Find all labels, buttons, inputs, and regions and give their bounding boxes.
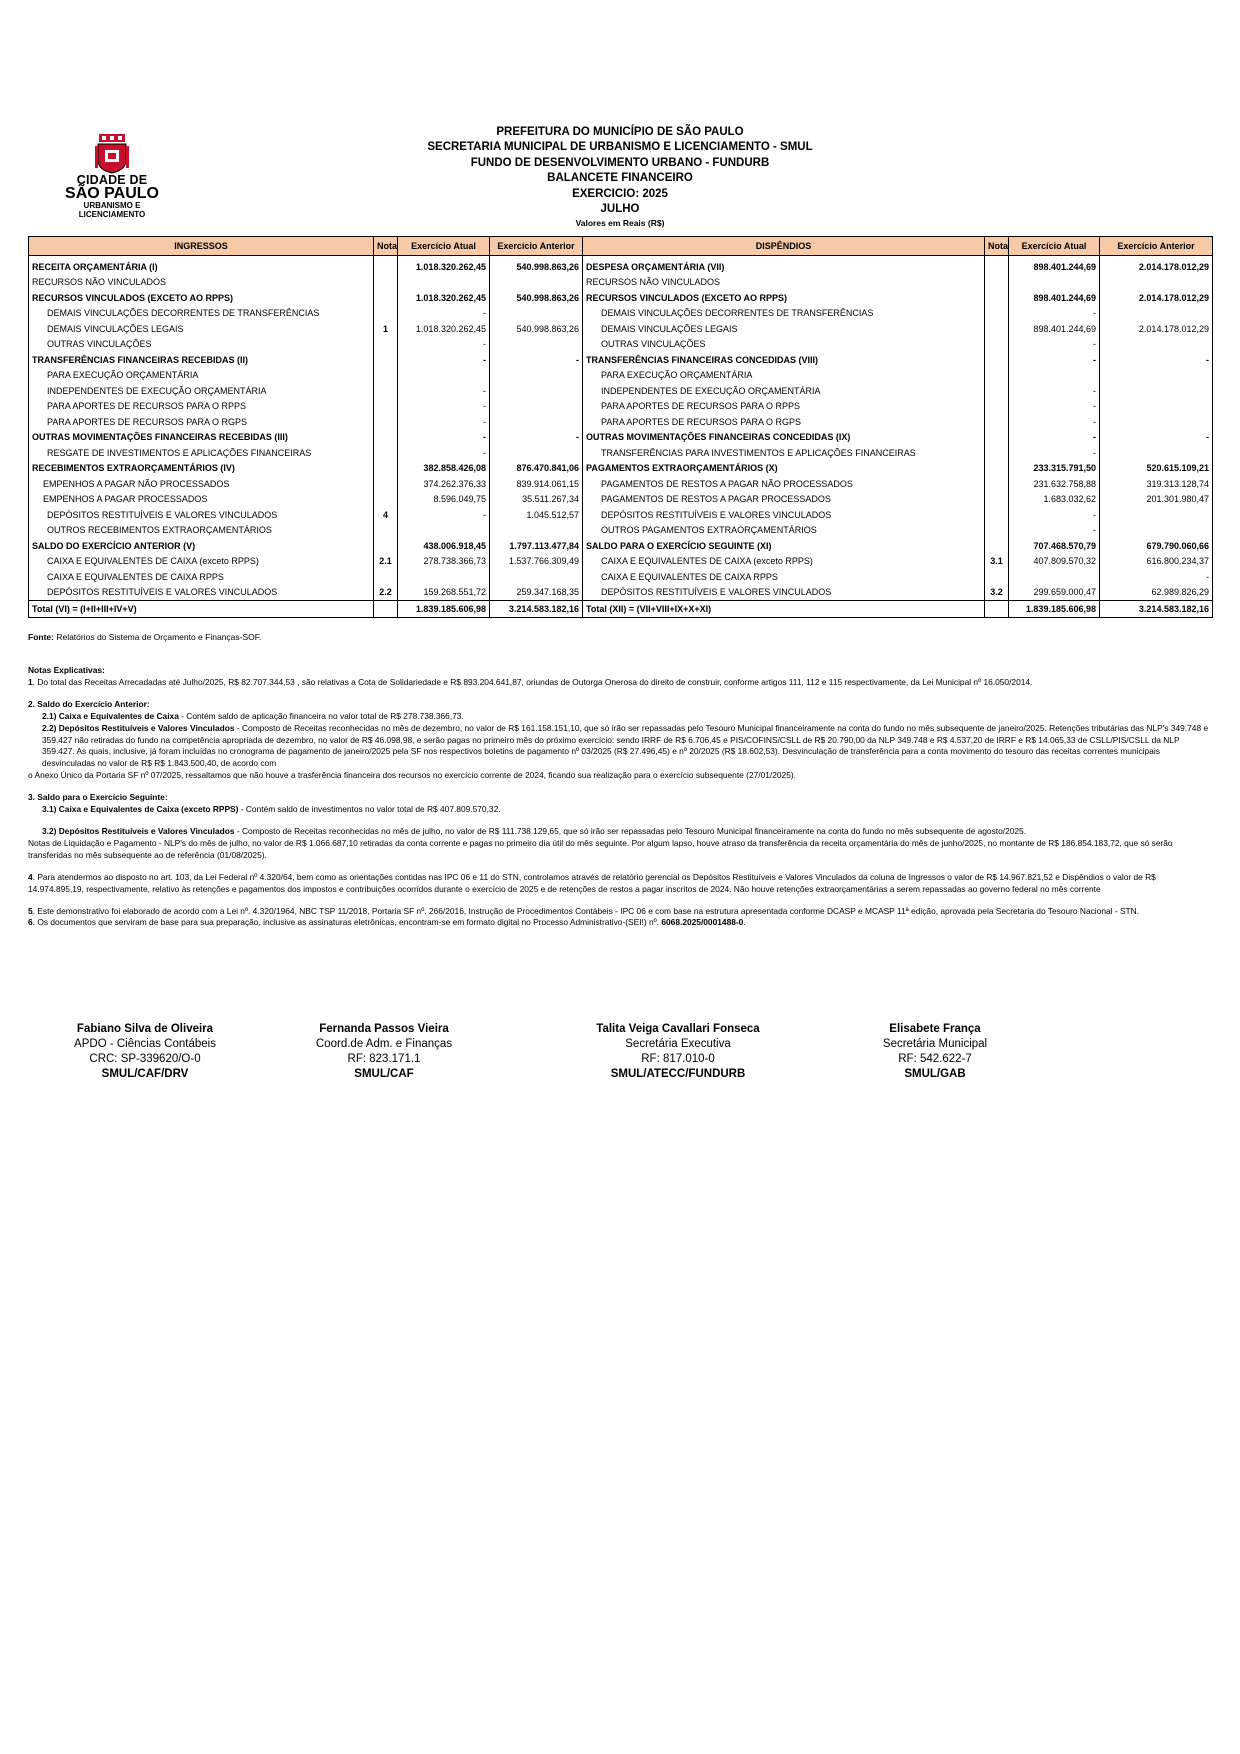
dispendio-atual	[1009, 368, 1100, 384]
ingresso-atual: -	[398, 430, 490, 446]
note-2-title: 2. Saldo do Exercício Anterior:	[28, 698, 150, 709]
note-6: 6. Os documentos que serviram de base para sua preparação, inclusive as assinaturas eletrônicas, encontram-se em formato digital no Processo Administrativo-(SEI!) nº. 6068.2025/0001488-0.	[28, 917, 746, 928]
signer-department: SMUL/CAF	[354, 1068, 414, 1080]
dispendio-atual: 898.401.244,69	[1009, 256, 1100, 275]
dispendio-atual: 1.683.032,62	[1009, 492, 1100, 508]
ingresso-anterior	[490, 383, 583, 399]
ingresso-atual: -	[398, 352, 490, 368]
dispendio-atual: 299.659.000,47	[1009, 585, 1100, 601]
ingresso-nota	[374, 306, 398, 322]
col-header-anterior: Exercício Anterior	[1100, 237, 1213, 256]
table-row	[29, 430, 1213, 446]
ingresso-nota	[374, 256, 398, 275]
ingresso-nota	[374, 523, 398, 539]
ingresso-nota	[374, 461, 398, 477]
table-row	[29, 368, 1213, 384]
dispendio-atual: 231.632.758,88	[1009, 476, 1100, 492]
dispendio-label: PAGAMENTOS DE RESTOS A PAGAR NÃO PROCESSADOS	[583, 476, 985, 492]
ingresso-label: INDEPENDENTES DE EXECUÇÃO ORÇAMENTÁRIA	[29, 383, 374, 399]
dispendio-label: DEPÓSITOS RESTITUÍVEIS E VALORES VINCULADOS	[583, 507, 985, 523]
ingresso-nota	[374, 337, 398, 353]
ingresso-anterior	[490, 445, 583, 461]
ingresso-anterior: 540.998.863,26	[490, 321, 583, 337]
ingresso-label: OUTROS RECEBIMENTOS EXTRAORÇAMENTÁRIOS	[29, 523, 374, 539]
ingresso-anterior	[490, 523, 583, 539]
signer-role: Coord.de Adm. e Finanças	[315, 1038, 453, 1050]
dispendio-anterior	[1100, 275, 1213, 291]
dispendio-atual: -	[1009, 445, 1100, 461]
dispendio-label: PAGAMENTOS DE RESTOS A PAGAR PROCESSADOS	[583, 492, 985, 508]
dispendio-label: DEMAIS VINCULAÇÕES LEGAIS	[583, 321, 985, 337]
dispendio-nota	[985, 601, 1009, 618]
ingresso-label: TRANSFERÊNCIAS FINANCEIRAS RECEBIDAS (II)	[29, 352, 374, 368]
ingresso-nota: 2.2	[374, 585, 398, 601]
dispendio-atual: -	[1009, 430, 1100, 446]
dispendio-nota	[985, 256, 1009, 275]
table-row	[29, 290, 1213, 306]
note-4: 4. Para atendermos ao disposto no art. 103, da Lei Federal nº 4.320/64, bem como as orientações contidas nas IPC 06 e 11 do STN, controlamos através de relatório gerencial os Depósitos Restituíveis e Valores Vinculados da coluna de Ingressos o valor de R$ 14.967.821,52 e Dispêndios o valor de R$ 14.974.895,19, respectivamente, relativo às retenções e pagamentos dos impostos e contribuições ocorridos durante o exercício de 2025 e de retenções de restos a pagar inscritos de 2024. Não houve retenções extraorçamentárias a serem repassadas ao governo federal no mês corrente	[28, 871, 1156, 894]
dispendio-label: CAIXA E EQUIVALENTES DE CAIXA RPPS	[583, 569, 985, 585]
signer-registration: RF: 542.622-7	[898, 1053, 972, 1065]
ingresso-label: RESGATE DE INVESTIMENTOS E APLICAÇÕES FINANCEIRAS	[29, 445, 374, 461]
ingresso-nota	[374, 414, 398, 430]
ingresso-atual: 374.262.376,33	[398, 476, 490, 492]
table-row	[29, 399, 1213, 415]
dispendio-atual: -	[1009, 306, 1100, 322]
note-1: 1. Do total das Receitas Arrecadadas até Julho/2025, R$ 82.707.344,53 , são relativas a Cota de Solidariedade e R$ 893.204.641,87, oriundas de Outorga Onerosa do direito de construir, conforme artigos 111, 112 e 115 respectivamente, da Lei Municipal nº 16.050/2014.	[28, 676, 1033, 687]
dispendio-nota	[985, 290, 1009, 306]
ingresso-atual: 438.006.918,45	[398, 538, 490, 554]
ingresso-anterior: 540.998.863,26	[490, 256, 583, 275]
dispendio-anterior: 3.214.583.182,16	[1100, 601, 1213, 618]
ingresso-atual: -	[398, 306, 490, 322]
ingresso-atual: 1.839.185.606,98	[398, 601, 490, 618]
ingresso-nota: 4	[374, 507, 398, 523]
signer-name: Fabiano Silva de Oliveira	[76, 1023, 214, 1035]
ingresso-nota	[374, 352, 398, 368]
col-header-ingressos: INGRESSOS	[29, 237, 374, 256]
ingresso-atual: -	[398, 414, 490, 430]
ingresso-label: OUTRAS VINCULAÇÕES	[29, 337, 374, 353]
dispendio-nota	[985, 507, 1009, 523]
ingresso-label: RECEITA ORÇAMENTÁRIA (I)	[29, 256, 374, 275]
ingresso-nota	[374, 476, 398, 492]
dispendio-label: RECURSOS VINCULADOS (EXCETO AO RPPS)	[583, 290, 985, 306]
ingresso-label: RECURSOS VINCULADOS (EXCETO AO RPPS)	[29, 290, 374, 306]
dispendio-anterior	[1100, 414, 1213, 430]
ingresso-anterior	[490, 569, 583, 585]
dispendio-anterior: 201.301.980,47	[1100, 492, 1213, 508]
note-3-2: 3.2) Depósitos Restituíveis e Valores Vinculados - Composto de Receitas reconhecidas no mês de julho, no valor de R$ 111.738.129,65, que só irão ser repassadas pelo Tesouro Municipal financeiramente na conta do fundo no mês subsequente de agosto/2025.	[42, 825, 1027, 836]
dispendio-nota	[985, 445, 1009, 461]
dispendio-label: Total (XII) = (VII+VIII+IX+X+XI)	[583, 601, 985, 618]
ingresso-anterior: -	[490, 352, 583, 368]
ingresso-atual: -	[398, 399, 490, 415]
signer-name: Elisabete França	[889, 1023, 981, 1035]
col-header-nota: Nota	[985, 237, 1009, 256]
ingresso-nota	[374, 538, 398, 554]
dispendio-anterior: -	[1100, 569, 1213, 585]
ingresso-nota	[374, 275, 398, 291]
table-row	[29, 383, 1213, 399]
ingresso-anterior: 1.797.113.477,84	[490, 538, 583, 554]
ingresso-anterior: 1.537.766.309,49	[490, 554, 583, 570]
col-header-nota: Nota	[374, 237, 398, 256]
dispendio-anterior	[1100, 306, 1213, 322]
logo-text-4: LICENCIAMENTO	[78, 210, 146, 219]
table-row	[29, 538, 1213, 554]
source-label: Fonte:	[28, 632, 54, 642]
header-line-3: FUNDO DE DESENVOLVIMENTO URBANO - FUNDURB	[470, 156, 770, 169]
dispendio-nota	[985, 321, 1009, 337]
header-line-2: SECRETARIA MUNICIPAL DE URBANISMO E LICENCIAMENTO - SMUL	[427, 141, 813, 154]
ingresso-atual: 382.858.426,08	[398, 461, 490, 477]
header-line-1: PREFEITURA DO MUNICÍPIO DE SÃO PAULO	[496, 126, 744, 138]
table-row	[29, 337, 1213, 353]
ingresso-anterior	[490, 368, 583, 384]
note-3-2-cont: Notas de Liquidação e Pagamento - NLP's do mês de julho, no valor de R$ 1.066.687,10 retiradas da conta corrente e pagas no primeiro dia útil do mês seguinte. Por algum lapso, houve atraso da transferência da receita orçamentária do mês de junho/2025, no montante de R$ 186.854.183,72, que só serão transferidas no mês subsequente ao de referência (01/08/2025).	[28, 837, 1173, 860]
dispendio-nota	[985, 476, 1009, 492]
signer-department: SMUL/CAF/DRV	[101, 1068, 189, 1080]
ingresso-label: Total (VI) = (I+II+III+IV+V)	[29, 601, 374, 618]
table-row	[29, 445, 1213, 461]
dispendio-anterior	[1100, 399, 1213, 415]
table-row	[29, 585, 1213, 601]
dispendio-label: PARA EXECUÇÃO ORÇAMENTÁRIA	[583, 368, 985, 384]
signer-role: Secretária Municipal	[882, 1038, 988, 1050]
ingresso-anterior: 876.470.841,06	[490, 461, 583, 477]
note-5: 5. Este demonstrativo foi elaborado de acordo com a Lei nº. 4.320/1964, NBC TSP 11/2018, Portaria SF nº. 266/2016, Instrução de Procedimentos Contábeis - IPC 06 e com base na estrutura apresentada conforme DCASP e MCASP 11ª edição, aprovada pela Secretaria do Tesouro Nacional - STN.	[28, 905, 1140, 916]
ingresso-anterior	[490, 337, 583, 353]
dispendio-atual	[1009, 569, 1100, 585]
signer-department: SMUL/GAB	[904, 1068, 966, 1080]
dispendio-label: OUTRAS VINCULAÇÕES	[583, 337, 985, 353]
dispendio-anterior	[1100, 445, 1213, 461]
ingresso-atual: 1.018.320.262,45	[398, 290, 490, 306]
dispendio-label: INDEPENDENTES DE EXECUÇÃO ORÇAMENTÁRIA	[583, 383, 985, 399]
ingresso-label: PARA EXECUÇÃO ORÇAMENTÁRIA	[29, 368, 374, 384]
dispendio-label: RECURSOS NÃO VINCULADOS	[583, 275, 985, 291]
dispendio-nota	[985, 569, 1009, 585]
dispendio-label: PARA APORTES DE RECURSOS PARA O RGPS	[583, 414, 985, 430]
ingresso-nota	[374, 383, 398, 399]
table-row	[29, 321, 1213, 337]
logo-text-2: SÃO PAULO	[65, 185, 159, 202]
ingresso-anterior	[490, 306, 583, 322]
ingresso-anterior	[490, 399, 583, 415]
dispendio-atual: 898.401.244,69	[1009, 290, 1100, 306]
dispendio-atual: -	[1009, 507, 1100, 523]
dispendio-atual: -	[1009, 337, 1100, 353]
logo-text-3: URBANISMO E	[83, 201, 141, 210]
dispendio-atual: -	[1009, 352, 1100, 368]
table-row	[29, 275, 1213, 291]
dispendio-label: TRANSFERÊNCIAS PARA INVESTIMENTOS E APLICAÇÕES FINANCEIRAS	[583, 445, 985, 461]
dispendio-nota	[985, 306, 1009, 322]
col-header-atual: Exercício Atual	[398, 237, 490, 256]
ingresso-label: OUTRAS MOVIMENTAÇÕES FINANCEIRAS RECEBIDAS (III)	[29, 430, 374, 446]
ingresso-label: DEMAIS VINCULAÇÕES DECORRENTES DE TRANSFERÊNCIAS	[29, 306, 374, 322]
ingresso-nota: 2.1	[374, 554, 398, 570]
dispendio-atual	[1009, 275, 1100, 291]
col-header-anterior: Exercício Anterior	[490, 237, 583, 256]
ingresso-nota: 1	[374, 321, 398, 337]
ingresso-nota	[374, 430, 398, 446]
table-total-row	[29, 601, 1213, 618]
dispendio-atual: -	[1009, 414, 1100, 430]
dispendio-atual: 1.839.185.606,98	[1009, 601, 1100, 618]
document-header	[300, 125, 940, 229]
ingresso-label: EMPENHOS A PAGAR NÃO PROCESSADOS	[29, 476, 374, 492]
ingresso-atual: 1.018.320.262,45	[398, 256, 490, 275]
dispendio-anterior: -	[1100, 430, 1213, 446]
table-row	[29, 569, 1213, 585]
ingresso-label: CAIXA E EQUIVALENTES DE CAIXA RPPS	[29, 569, 374, 585]
dispendio-anterior: 2.014.178.012,29	[1100, 256, 1213, 275]
ingresso-label: PARA APORTES DE RECURSOS PARA O RPPS	[29, 399, 374, 415]
dispendio-label: PARA APORTES DE RECURSOS PARA O RPPS	[583, 399, 985, 415]
signer-department: SMUL/ATECC/FUNDURB	[610, 1068, 746, 1080]
dispendio-anterior: -	[1100, 352, 1213, 368]
table-row	[29, 507, 1213, 523]
explanatory-notes	[28, 665, 1212, 929]
dispendio-label: DEMAIS VINCULAÇÕES DECORRENTES DE TRANSFERÊNCIAS	[583, 306, 985, 322]
note-3-title: 3. Saldo para o Exercício Seguinte:	[28, 792, 168, 803]
signer-role: Secretária Executiva	[625, 1038, 731, 1050]
dispendio-atual: -	[1009, 383, 1100, 399]
table-row	[29, 352, 1213, 368]
dispendio-nota	[985, 538, 1009, 554]
dispendio-anterior: 62.989.826,29	[1100, 585, 1213, 601]
dispendio-nota	[985, 352, 1009, 368]
dispendio-label: SALDO PARA O EXERCÍCIO SEGUINTE (XI)	[583, 538, 985, 554]
header-line-5: EXERCICIO: 2025	[572, 187, 668, 200]
table-header-row	[29, 237, 1213, 256]
signer-registration: RF: 817.010-0	[641, 1053, 715, 1065]
notes-title: Notas Explicativas:	[28, 665, 105, 675]
dispendio-label: DESPESA ORÇAMENTÁRIA (VII)	[583, 256, 985, 275]
col-header-dispendios: DISPÊNDIOS	[583, 237, 985, 256]
dispendio-anterior	[1100, 337, 1213, 353]
signature-block-1	[25, 1022, 265, 1082]
ingresso-label: RECEBIMENTOS EXTRAORÇAMENTÁRIOS (IV)	[29, 461, 374, 477]
signer-name: Fernanda Passos Vieira	[319, 1023, 449, 1035]
signature-block-3	[558, 1022, 798, 1082]
dispendio-atual: 233.315.791,50	[1009, 461, 1100, 477]
dispendio-nota	[985, 461, 1009, 477]
ingresso-label: EMPENHOS A PAGAR PROCESSADOS	[29, 492, 374, 508]
dispendio-nota	[985, 523, 1009, 539]
dispendio-anterior	[1100, 523, 1213, 539]
dispendio-anterior	[1100, 383, 1213, 399]
ingresso-anterior	[490, 414, 583, 430]
dispendio-anterior: 319.313.128,74	[1100, 476, 1213, 492]
ingresso-atual: 159.268.551,72	[398, 585, 490, 601]
dispendio-nota	[985, 275, 1009, 291]
ingresso-atual: 278.738.366,73	[398, 554, 490, 570]
coat-of-arms-icon	[95, 134, 129, 174]
ingresso-atual: -	[398, 507, 490, 523]
ingresso-atual: -	[398, 337, 490, 353]
ingresso-label: DEPÓSITOS RESTITUÍVEIS E VALORES VINCULADOS	[29, 507, 374, 523]
dispendio-nota	[985, 492, 1009, 508]
header-line-4: BALANCETE FINANCEIRO	[547, 172, 693, 185]
dispendio-nota	[985, 399, 1009, 415]
dispendio-anterior: 2.014.178.012,29	[1100, 321, 1213, 337]
table-row	[29, 461, 1213, 477]
note-3-1: 3.1) Caixa e Equivalentes de Caixa (exceto RPPS) - Contém saldo de investimentos no valor total de R$ 407.809.570,32.	[42, 804, 501, 815]
ingresso-atual	[398, 275, 490, 291]
dispendio-label: DEPÓSITOS RESTITUÍVEIS E VALORES VINCULADOS	[583, 585, 985, 601]
signer-name: Talita Veiga Cavallari Fonseca	[596, 1023, 760, 1035]
dispendio-label: PAGAMENTOS EXTRAORÇAMENTÁRIOS (X)	[583, 461, 985, 477]
dispendio-atual: 407.809.570,32	[1009, 554, 1100, 570]
dispendio-nota	[985, 430, 1009, 446]
ingresso-label: CAIXA E EQUIVALENTES DE CAIXA (exceto RPPS)	[29, 554, 374, 570]
signer-role: APDO - Ciências Contábeis	[74, 1038, 216, 1050]
signature-block-4	[815, 1022, 1055, 1082]
dispendio-atual: -	[1009, 523, 1100, 539]
ingresso-anterior: 540.998.863,26	[490, 290, 583, 306]
ingresso-nota	[374, 445, 398, 461]
dispendio-nota: 3.1	[985, 554, 1009, 570]
ingresso-anterior: 3.214.583.182,16	[490, 601, 583, 618]
note-2-1: 2.1) Caixa e Equivalentes de Caixa - Contém saldo de aplicação financeira no valor total de R$ 278.738.366,73.	[42, 710, 464, 721]
dispendio-label: CAIXA E EQUIVALENTES DE CAIXA (exceto RPPS)	[583, 554, 985, 570]
table-row	[29, 414, 1213, 430]
ingresso-label: SALDO DO EXERCÍCIO ANTERIOR (V)	[29, 538, 374, 554]
ingresso-label: RECURSOS NÃO VINCULADOS	[29, 275, 374, 291]
dispendio-atual: -	[1009, 399, 1100, 415]
dispendio-nota	[985, 337, 1009, 353]
ingresso-atual	[398, 368, 490, 384]
ingresso-label: DEMAIS VINCULAÇÕES LEGAIS	[29, 321, 374, 337]
source-text: Relatórios do Sistema de Orçamento e Finanças-SOF.	[53, 632, 262, 642]
ingresso-anterior: 35.511.267,34	[490, 492, 583, 508]
dispendio-anterior: 2.014.178.012,29	[1100, 290, 1213, 306]
table-row	[29, 256, 1213, 275]
header-line-6: JULHO	[600, 203, 640, 216]
balance-table	[28, 236, 1213, 618]
ingresso-anterior: 839.914.061,15	[490, 476, 583, 492]
ingresso-anterior	[490, 275, 583, 291]
note-2-2: 2.2) Depósitos Restituíveis e Valores Vinculados - Composto de Receitas reconhecidas no mês de dezembro, no valor de R$ 161.158.151,10, que só irão ser repassadas pelo Tesouro Municipal financeiramente na conta do fundo no mês subsequente de janeiro/2025. Retenções tributárias das NLP's 349.748 e 359.427 não retiradas do fundo na competência apropriada de dezembro, no valor de R$ 46.098,98, e serão pagas no primeiro mês do próximo exercício: sendo IRRF de R$ 6.706,45 e PIS/COFINS/CSLL de R$ 20.790,00 da NLP 349.748 e R$ 4.537,20 de IRRF e R$ 14.065,33 de CSLL/PIS/CSLL da NLP 359.427. As quais, inclusive, já foram incluídas no cronograma de pagamento de janeiro/2025 pela SF nos respectivos boletins de pagamento nº 03/2025 (R$ 27.496,45) e nº 20/2025 (R$ 18.602,53). Desvinculação de transferência para a conta movimento do tesouro das receitas correntes municipais desvinculadas no valor de R$ R$ 1.843.500,40, de acordo com	[42, 722, 1209, 769]
signer-registration: RF: 823.171.1	[347, 1053, 421, 1065]
ingresso-nota	[374, 569, 398, 585]
dispendio-nota	[985, 368, 1009, 384]
dispendio-atual: 707.468.570,79	[1009, 538, 1100, 554]
note-2-2-cont: o Anexo Único da Portaria SF nº 07/2025, ressaltamos que não houve a trasferência financeira dos recursos no exercício corrente de 2024, ficando sua realização para o exercício subsequente (27/01/2025).	[28, 770, 796, 781]
dispendio-nota	[985, 383, 1009, 399]
dispendio-atual: 898.401.244,69	[1009, 321, 1100, 337]
ingresso-atual: -	[398, 383, 490, 399]
dispendio-anterior: 679.790.060,66	[1100, 538, 1213, 554]
ingresso-atual: -	[398, 445, 490, 461]
dispendio-label: OUTRAS MOVIMENTAÇÕES FINANCEIRAS CONCEDIDAS (IX)	[583, 430, 985, 446]
dispendio-nota: 3.2	[985, 585, 1009, 601]
table-row	[29, 523, 1213, 539]
ingresso-atual: 1.018.320.262,45	[398, 321, 490, 337]
ingresso-label: DEPÓSITOS RESTITUÍVEIS E VALORES VINCULADOS	[29, 585, 374, 601]
table-row	[29, 492, 1213, 508]
logo-text-1: CIDADE DE	[76, 173, 148, 187]
ingresso-anterior: 259.347.168,35	[490, 585, 583, 601]
ingresso-anterior: 1.045.512,57	[490, 507, 583, 523]
ingresso-atual	[398, 523, 490, 539]
ingresso-atual	[398, 569, 490, 585]
ingresso-nota	[374, 399, 398, 415]
dispendio-anterior	[1100, 368, 1213, 384]
dispendio-label: TRANSFERÊNCIAS FINANCEIRAS CONCEDIDAS (VIII)	[583, 352, 985, 368]
header-units: Valores em Reais (R$)	[575, 218, 665, 229]
table-row	[29, 306, 1213, 322]
ingresso-nota	[374, 290, 398, 306]
signer-registration: CRC: SP-339620/O-0	[89, 1053, 201, 1065]
ingresso-nota	[374, 368, 398, 384]
source-note	[28, 632, 261, 642]
ingresso-atual: 8.596.049,75	[398, 492, 490, 508]
table-row	[29, 476, 1213, 492]
dispendio-anterior	[1100, 507, 1213, 523]
dispendio-label: OUTROS PAGAMENTOS EXTRAORÇAMENTÁRIOS	[583, 523, 985, 539]
ingresso-nota	[374, 601, 398, 618]
table-row	[29, 554, 1213, 570]
dispendio-nota	[985, 414, 1009, 430]
dispendio-anterior: 520.615.109,21	[1100, 461, 1213, 477]
dispendio-anterior: 616.800.234,37	[1100, 554, 1213, 570]
signature-block-2	[264, 1022, 504, 1082]
ingresso-nota	[374, 492, 398, 508]
city-logo	[62, 134, 162, 228]
ingresso-anterior: -	[490, 430, 583, 446]
ingresso-label: PARA APORTES DE RECURSOS PARA O RGPS	[29, 414, 374, 430]
col-header-atual: Exercício Atual	[1009, 237, 1100, 256]
